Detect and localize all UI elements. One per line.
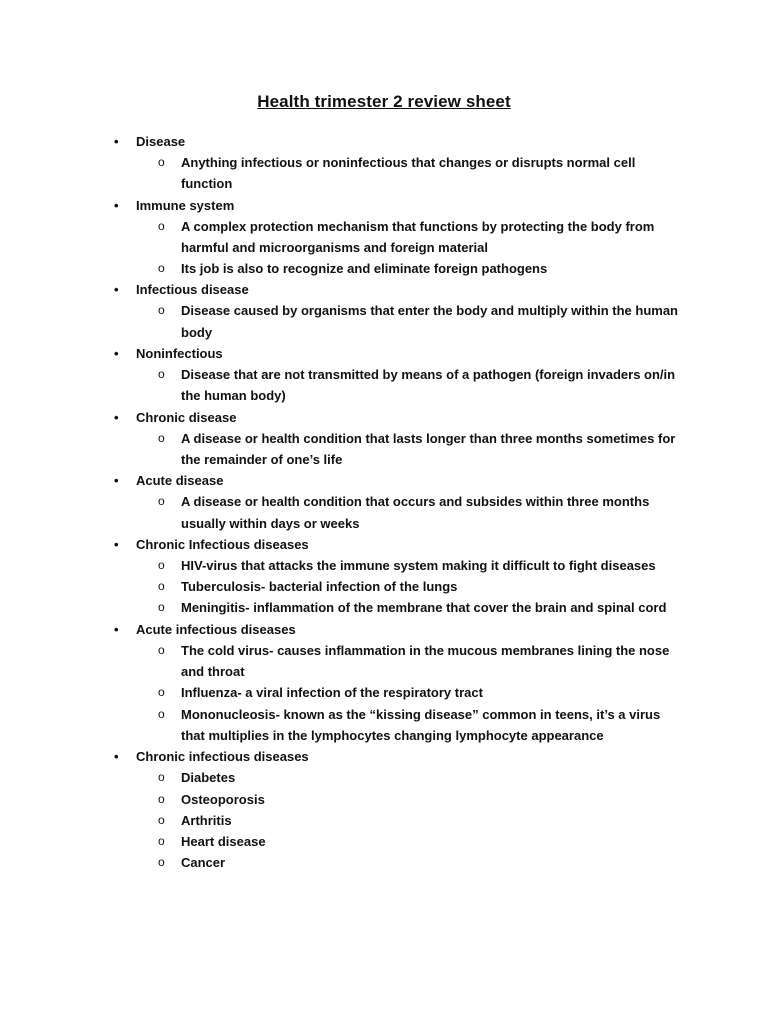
sub-item-text: Meningitis- inflammation of the membrane that cover the brain and spinal cord xyxy=(181,600,667,616)
sub-item-text: Arthritis xyxy=(181,812,232,828)
sub-item xyxy=(0,831,768,852)
sub-item xyxy=(0,810,768,831)
sub-item xyxy=(0,597,768,618)
topic-label: Chronic disease xyxy=(136,409,237,425)
topic-row xyxy=(0,746,768,767)
sub-item-text: A disease or health condition that occurs and subsides within three months usually within days or weeks xyxy=(181,494,650,531)
sub-list xyxy=(0,364,768,407)
outline-topic xyxy=(0,746,768,873)
sub-item xyxy=(0,555,768,576)
sub-bullet-icon: o xyxy=(158,218,165,233)
topic-row xyxy=(0,619,768,640)
document-title: Health trimester 2 review sheet xyxy=(257,92,511,111)
topic-label: Disease xyxy=(136,134,186,149)
sub-item xyxy=(0,258,768,279)
sub-item xyxy=(0,216,768,259)
bullet-icon: • xyxy=(114,282,119,298)
sub-item-text: Anything infectious or noninfectious that changes or disrupts normal cell function xyxy=(181,155,636,192)
bullet-icon: • xyxy=(114,749,119,765)
sub-bullet-icon: o xyxy=(158,367,165,382)
sub-list xyxy=(0,555,768,619)
sub-bullet-icon: o xyxy=(158,834,165,849)
topic-row xyxy=(0,470,768,491)
topic-label: Acute disease xyxy=(136,473,224,489)
outline-topic xyxy=(0,534,768,619)
outline-topic xyxy=(0,279,768,343)
bullet-icon: • xyxy=(114,197,119,213)
review-outline xyxy=(0,131,768,874)
outline-topic xyxy=(0,619,768,746)
sub-item-text: Influenza- a viral infection of the respiratory tract xyxy=(181,685,483,701)
sub-item-text: The cold virus- causes inflammation in the mucous membranes lining the nose and throat xyxy=(181,642,670,680)
sub-item xyxy=(0,704,768,747)
sub-bullet-icon: o xyxy=(158,303,165,318)
sub-bullet-icon: o xyxy=(158,155,165,169)
outline-topic xyxy=(0,407,768,471)
sub-list xyxy=(0,491,768,534)
sub-bullet-icon: o xyxy=(158,791,165,806)
sub-item-text: Its job is also to recognize and eliminate foreign pathogens xyxy=(181,261,548,277)
sub-item xyxy=(0,789,768,810)
topic-row xyxy=(0,407,768,428)
bullet-icon: • xyxy=(114,473,119,489)
sub-item-text: Tuberculosis- bacterial infection of the lungs xyxy=(181,579,458,595)
sub-item-text: Cancer xyxy=(181,855,226,871)
sub-item-text: HIV-virus that attacks the immune system making it difficult to fight diseases xyxy=(181,557,656,573)
sub-list xyxy=(0,767,768,873)
bullet-icon: • xyxy=(114,409,119,425)
sub-list xyxy=(0,300,768,343)
sub-bullet-icon: o xyxy=(158,261,165,276)
sub-item xyxy=(0,852,768,873)
sub-item-text: Mononucleosis- known as the “kissing disease” common in teens, it’s a virus that multiplies in the lymphocytes changing lymphocyte appearance xyxy=(181,706,661,743)
sub-item-text: Disease that are not transmitted by means of a pathogen (foreign invaders on/in the human body) xyxy=(181,367,676,404)
bullet-icon: • xyxy=(114,346,119,362)
sub-item-text: Diabetes xyxy=(181,770,236,786)
topic-row xyxy=(0,131,768,152)
sub-bullet-icon: o xyxy=(158,812,165,827)
sub-bullet-icon: o xyxy=(158,642,165,657)
topic-row xyxy=(0,279,768,300)
topic-label: Noninfectious xyxy=(136,346,223,362)
sub-item xyxy=(0,491,768,534)
topic-row xyxy=(0,534,768,555)
sub-item xyxy=(0,640,768,683)
sub-item xyxy=(0,682,768,703)
sub-list xyxy=(0,216,768,280)
topic-label: Chronic infectious diseases xyxy=(136,749,309,765)
outline-topic xyxy=(0,131,768,195)
topic-label: Acute infectious diseases xyxy=(136,621,296,637)
sub-item xyxy=(0,364,768,407)
sub-bullet-icon: o xyxy=(158,557,165,572)
sub-list xyxy=(0,428,768,471)
sub-item-text: Heart disease xyxy=(181,834,266,850)
outline-topic xyxy=(0,343,768,407)
sub-list xyxy=(0,152,768,195)
sub-item-text: Osteoporosis xyxy=(181,791,265,807)
sub-bullet-icon: o xyxy=(158,579,165,594)
topic-label: Chronic Infectious diseases xyxy=(136,536,309,552)
topic-row xyxy=(0,343,768,364)
sub-bullet-icon: o xyxy=(158,855,165,870)
topic-label: Infectious disease xyxy=(136,282,249,298)
outline-topic xyxy=(0,195,768,280)
sub-bullet-icon: o xyxy=(158,494,165,509)
outline-topic xyxy=(0,470,768,534)
sub-item xyxy=(0,152,768,195)
sub-list xyxy=(0,640,768,746)
topic-label: Immune system xyxy=(136,197,235,213)
sub-item xyxy=(0,767,768,788)
sub-bullet-icon: o xyxy=(158,706,165,721)
sub-bullet-icon: o xyxy=(158,770,165,785)
sub-item-text: A disease or health condition that lasts longer than three months sometimes for the remainder of one’s life xyxy=(181,430,676,467)
bullet-icon: • xyxy=(114,134,119,149)
sub-item xyxy=(0,576,768,597)
sub-item-text: A complex protection mechanism that functions by protecting the body from harmful and microorganisms and foreign material xyxy=(181,218,655,255)
sub-item xyxy=(0,428,768,471)
sub-bullet-icon: o xyxy=(158,430,165,445)
sub-item xyxy=(0,300,768,343)
sub-bullet-icon: o xyxy=(158,685,165,700)
bullet-icon: • xyxy=(114,621,119,637)
sub-item-text: Disease caused by organisms that enter the body and multiply within the human body xyxy=(181,303,678,340)
sub-bullet-icon: o xyxy=(158,600,165,615)
topic-row xyxy=(0,195,768,216)
bullet-icon: • xyxy=(114,536,119,552)
